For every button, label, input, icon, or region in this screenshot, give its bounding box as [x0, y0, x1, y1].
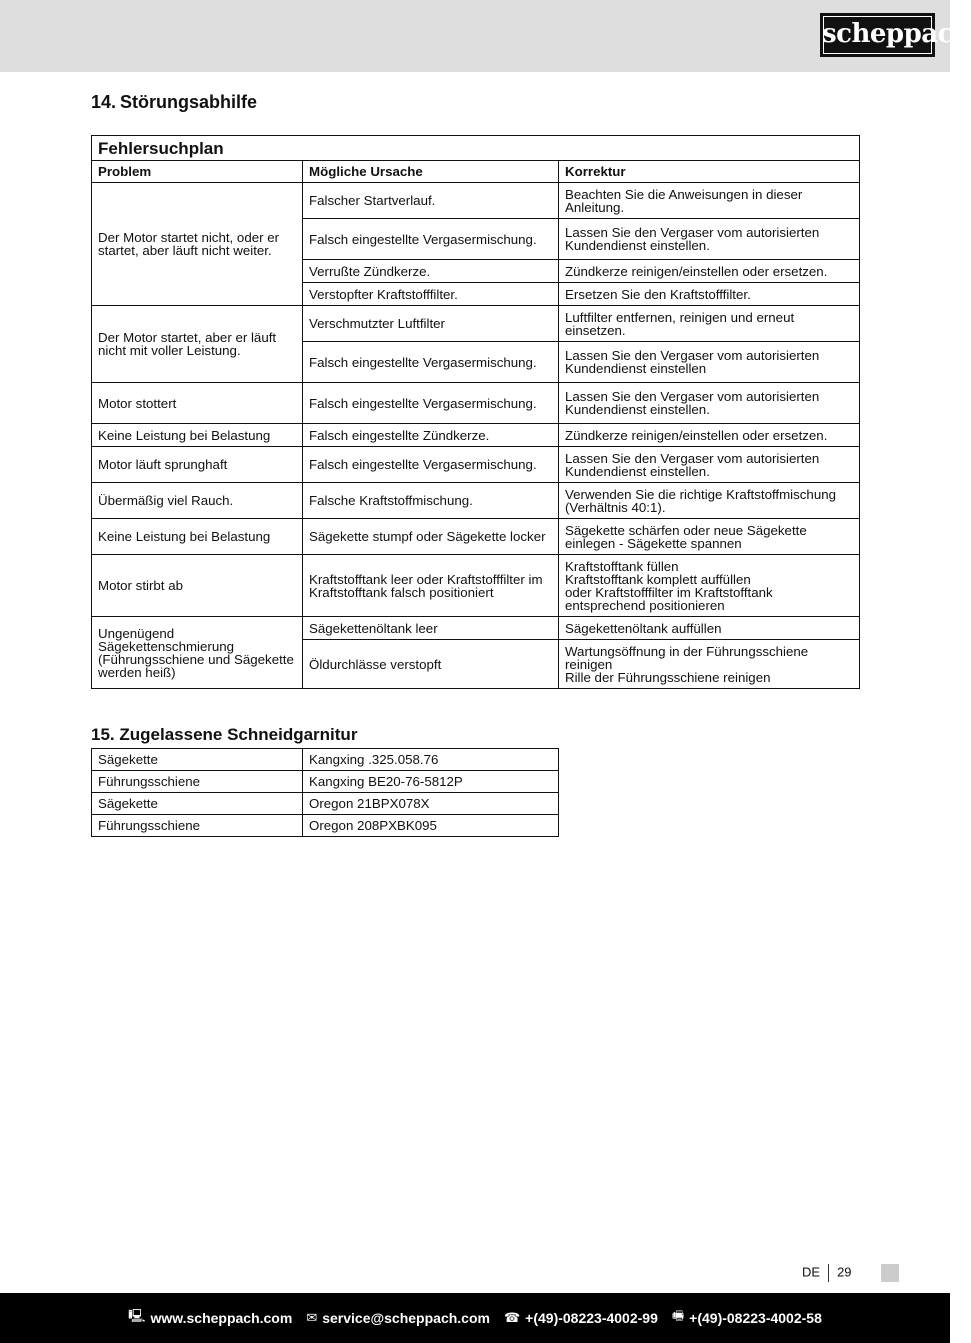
table-row — [92, 306, 860, 342]
cause-cell: Verrußte Zündkerze. — [303, 260, 559, 283]
problem-cell: Motor stirbt ab — [92, 555, 303, 617]
fix-cell: Luftfilter entfernen, reinigen und erneut einsetzen. — [559, 306, 860, 342]
footer-web-text[interactable]: www.scheppach.com — [150, 1310, 293, 1326]
cause-cell: Falsch eingestellte Vergasermischung. — [303, 447, 559, 483]
column-header-fix: Korrektur — [559, 161, 860, 183]
footer-phone — [504, 1310, 658, 1326]
page-language: DE — [802, 1264, 821, 1280]
problem-cell: Übermäßig viel Rauch. — [92, 483, 303, 519]
cause-cell: Sägekette stumpf oder Sägekette locker — [303, 519, 559, 555]
fix-cell: Lassen Sie den Vergaser vom autorisierten Kundendienst einstellen — [559, 342, 860, 383]
fix-cell: Lassen Sie den Vergaser vom autorisierten Kundendienst einstellen. — [559, 447, 860, 483]
fax-icon: 🖷 — [671, 1308, 685, 1323]
page-number — [802, 1264, 852, 1282]
table-row — [92, 771, 559, 793]
section-15-heading — [91, 725, 357, 745]
table-row — [92, 793, 559, 815]
section-15-title: Zugelassene Schneidgarnitur — [119, 725, 358, 744]
cause-cell: Sägekettenöltank leer — [303, 617, 559, 640]
cause-cell: Falscher Startverlauf. — [303, 183, 559, 219]
fix-cell: Lassen Sie den Vergaser vom autorisierten Kundendienst einstellen. — [559, 219, 860, 260]
section-14-heading — [91, 92, 257, 113]
problem-cell: Keine Leistung bei Belastung — [92, 424, 303, 447]
part-cell: Sägekette — [92, 793, 303, 815]
problem-cell: Ungenügend Sägekettenschmierung (Führungsschiene und Sägekette werden heiß) — [92, 617, 303, 689]
table-row — [92, 383, 860, 424]
cause-cell: Falsch eingestellte Vergasermischung. — [303, 219, 559, 260]
cause-cell: Falsch eingestellte Zündkerze. — [303, 424, 559, 447]
fix-cell: Ersetzen Sie den Kraftstofffilter. — [559, 283, 860, 306]
problem-cell: Motor stottert — [92, 383, 303, 424]
footer-email[interactable] — [306, 1310, 490, 1326]
footer-fax-text: +(49)-08223-4002-58 — [689, 1310, 822, 1326]
cause-cell: Falsch eingestellte Vergasermischung. — [303, 383, 559, 424]
footer-email-text[interactable]: service@scheppach.com — [322, 1310, 490, 1326]
table-row — [92, 424, 860, 447]
cause-cell: Verstopfter Kraftstofffilter. — [303, 283, 559, 306]
footer-web[interactable] — [128, 1307, 292, 1329]
computer-icon: 🖳 — [128, 1308, 146, 1323]
fix-cell: Zündkerze reinigen/einstellen oder ersetzen. — [559, 424, 860, 447]
phone-icon: ☎ — [503, 1310, 521, 1325]
table-row — [92, 483, 860, 519]
fix-cell: Lassen Sie den Vergaser vom autorisierten Kundendienst einstellen. — [559, 383, 860, 424]
table-row — [92, 617, 860, 640]
section-15-number: 15. — [91, 725, 115, 744]
model-cell: Kangxing .325.058.76 — [303, 749, 559, 771]
footer-bar — [0, 1293, 950, 1343]
part-cell: Führungsschiene — [92, 815, 303, 837]
page-divider — [828, 1264, 829, 1282]
problem-cell: Der Motor startet, aber er läuft nicht mit voller Leistung. — [92, 306, 303, 383]
problem-cell: Der Motor startet nicht, oder er startet, aber läuft nicht weiter. — [92, 183, 303, 306]
page-number-value: 29 — [837, 1264, 852, 1280]
section-14-title: Störungsabhilfe — [120, 92, 258, 112]
footer-phone-text: +(49)-08223-4002-99 — [525, 1310, 658, 1326]
table-row — [92, 519, 860, 555]
model-cell: Oregon 21BPX078X — [303, 793, 559, 815]
fix-cell: Verwenden Sie die richtige Kraftstoffmischung (Verhältnis 40:1). — [559, 483, 860, 519]
header-bar — [0, 0, 971, 72]
cause-cell: Falsch eingestellte Vergasermischung. — [303, 342, 559, 383]
column-header-problem: Problem — [92, 161, 303, 183]
cause-cell: Öldurchlässe verstopft — [303, 640, 559, 689]
cause-cell: Falsche Kraftstoffmischung. — [303, 483, 559, 519]
table-row — [92, 555, 860, 617]
cutting-set-table — [91, 748, 559, 837]
part-cell: Sägekette — [92, 749, 303, 771]
envelope-icon: ✉ — [306, 1310, 318, 1325]
fix-cell: Sägekette schärfen oder neue Sägekette einlegen - Sägekette spannen — [559, 519, 860, 555]
fix-cell: Kraftstofftank füllen Kraftstofftank komplett auffüllen oder Kraftstofffilter im Kraftstofftank entsprechend positionieren — [559, 555, 860, 617]
page-marker — [881, 1264, 899, 1282]
fix-cell: Sägekettenöltank auffüllen — [559, 617, 860, 640]
footer-fax — [672, 1307, 822, 1329]
column-header-cause: Mögliche Ursache — [303, 161, 559, 183]
problem-cell: Keine Leistung bei Belastung — [92, 519, 303, 555]
cause-cell: Verschmutzter Luftfilter — [303, 306, 559, 342]
table-row — [92, 447, 860, 483]
scheppach-logo: scheppach — [820, 13, 935, 57]
model-cell: Oregon 208PXBK095 — [303, 815, 559, 837]
table-row — [92, 183, 860, 219]
fix-cell: Zündkerze reinigen/einstellen oder ersetzen. — [559, 260, 860, 283]
fix-cell: Wartungsöffnung in der Führungsschiene reinigen Rille der Führungsschiene reinigen — [559, 640, 860, 689]
model-cell: Kangxing BE20-76-5812P — [303, 771, 559, 793]
table-row — [92, 749, 559, 771]
fix-cell: Beachten Sie die Anweisungen in dieser Anleitung. — [559, 183, 860, 219]
table-row — [92, 815, 559, 837]
cause-cell: Kraftstofftank leer oder Kraftstofffilter im Kraftstofftank falsch positioniert — [303, 555, 559, 617]
problem-cell: Motor läuft sprunghaft — [92, 447, 303, 483]
section-14-number: 14. — [91, 92, 117, 112]
troubleshooting-table — [91, 135, 860, 689]
table-caption: Fehlersuchplan — [92, 136, 860, 161]
part-cell: Führungsschiene — [92, 771, 303, 793]
